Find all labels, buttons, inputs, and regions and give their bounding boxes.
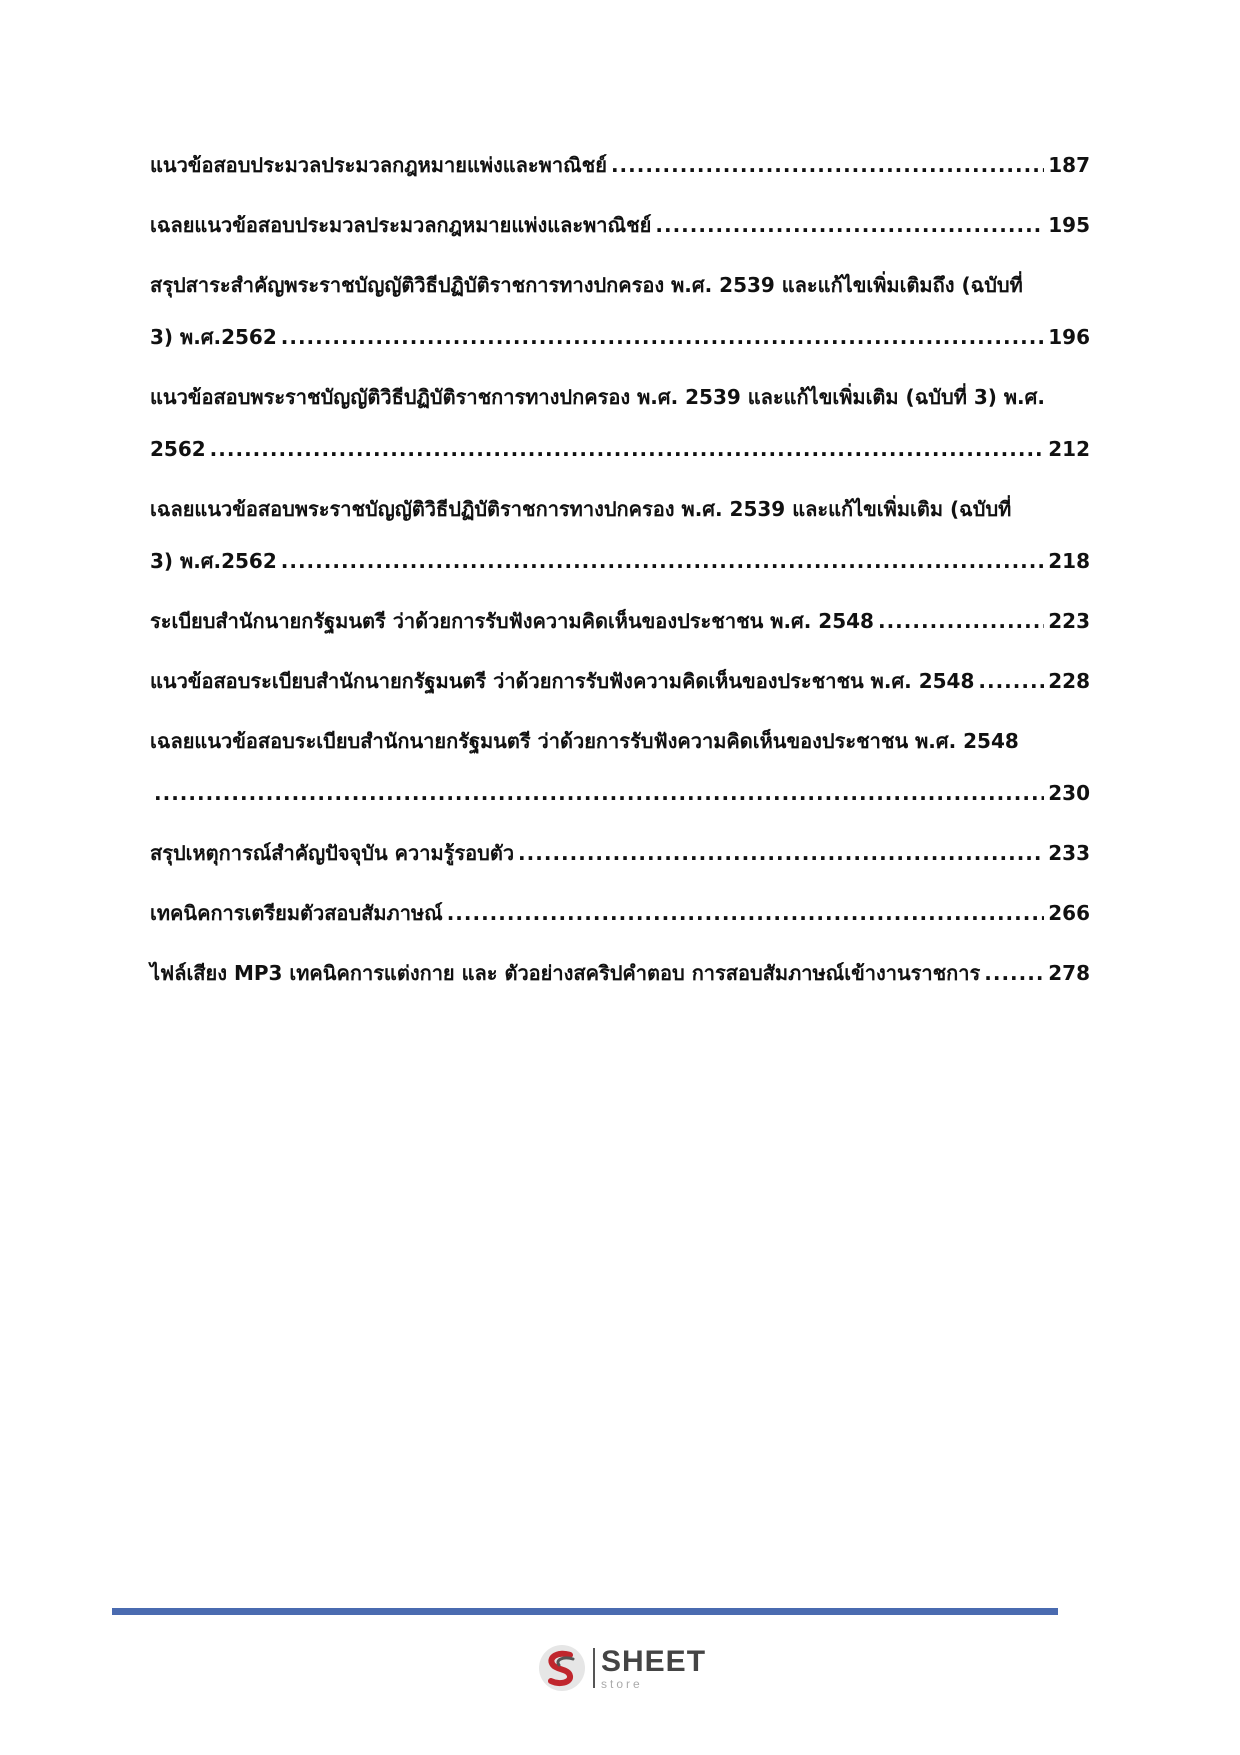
dot-leader [281, 322, 1044, 352]
toc-entry [150, 606, 1090, 636]
toc-entry [150, 270, 1090, 352]
dot-leader [281, 546, 1044, 576]
toc-entry-title: เฉลยแนวข้อสอบประมวลประมวลกฎหมายแพ่งและพาณิชย์ [150, 213, 652, 237]
toc-entry-title: 2562 [150, 437, 206, 461]
toc-page-number: 278 [1048, 961, 1090, 985]
toc-page-number: 233 [1048, 841, 1090, 865]
toc-entry-title: สรุปสาระสำคัญพระราชบัญญัติวิธีปฏิบัติราชการทางปกครอง พ.ศ. 2539 และแก้ไขเพิ่มเติมถึง (ฉบับที่ [150, 273, 1023, 297]
toc-entry-title: ไฟล์เสียง MP3 เทคนิคการแต่งกาย และ ตัวอย่างสคริปคำตอบ การสอบสัมภาษณ์เข้างานราชการ [150, 961, 981, 985]
dot-leader [611, 150, 1044, 180]
toc-entry [150, 838, 1090, 868]
table-of-contents [150, 150, 1090, 1018]
toc-entry [150, 494, 1090, 576]
toc-entry [150, 382, 1090, 464]
toc-entry-title: ระเบียบสำนักนายกรัฐมนตรี ว่าด้วยการรับฟังความคิดเห็นของประชาชน พ.ศ. 2548 [150, 609, 874, 633]
toc-line [150, 666, 1090, 696]
toc-line [150, 546, 1090, 576]
logo-text [601, 1644, 707, 1691]
toc-entry-title: เทคนิคการเตรียมตัวสอบสัมภาษณ์ [150, 901, 443, 925]
toc-line [150, 270, 1090, 300]
toc-page-number: 195 [1048, 213, 1090, 237]
dot-leader [447, 898, 1045, 928]
toc-entry [150, 958, 1090, 988]
dot-leader [154, 778, 1044, 808]
logo-wordmark: SHEET [601, 1644, 707, 1678]
toc-line [150, 958, 1090, 988]
toc-page-number: 230 [1048, 781, 1090, 805]
toc-entry-title: 3) พ.ศ.2562 [150, 549, 277, 573]
sheet-store-logo [537, 1643, 706, 1693]
footer-rule [112, 1608, 1058, 1615]
toc-page-number: 212 [1048, 437, 1090, 461]
toc-entry-title: แนวข้อสอบประมวลประมวลกฎหมายแพ่งและพาณิชย์ [150, 153, 607, 177]
toc-line [150, 606, 1090, 636]
toc-line [150, 898, 1090, 928]
toc-page-number: 223 [1048, 609, 1090, 633]
toc-line [150, 322, 1090, 352]
toc-line [150, 434, 1090, 464]
toc-line [150, 778, 1090, 808]
dot-leader [878, 606, 1044, 636]
toc-page-number: 228 [1048, 669, 1090, 693]
toc-page-number: 196 [1048, 325, 1090, 349]
dot-leader [978, 666, 1044, 696]
dot-leader [210, 434, 1045, 464]
toc-entry-title: สรุปเหตุการณ์สำคัญปัจจุบัน ความรู้รอบตัว [150, 841, 515, 865]
toc-page-number: 187 [1048, 153, 1090, 177]
toc-line [150, 494, 1090, 524]
toc-line [150, 382, 1090, 412]
toc-line [150, 150, 1090, 180]
logo-separator [593, 1648, 595, 1688]
toc-line [150, 210, 1090, 240]
sheet-store-logo-icon [537, 1643, 587, 1693]
logo-subtitle: store [601, 1676, 643, 1691]
toc-entry [150, 666, 1090, 696]
dot-leader [518, 838, 1044, 868]
toc-entry [150, 210, 1090, 240]
toc-entry-title: เฉลยแนวข้อสอบระเบียบสำนักนายกรัฐมนตรี ว่าด้วยการรับฟังความคิดเห็นของประชาชน พ.ศ. 2548 [150, 729, 1019, 753]
toc-page-number: 218 [1048, 549, 1090, 573]
dot-leader [655, 210, 1044, 240]
dot-leader [984, 958, 1044, 988]
toc-line [150, 838, 1090, 868]
toc-entry-title: แนวข้อสอบพระราชบัญญัติวิธีปฏิบัติราชการทางปกครอง พ.ศ. 2539 และแก้ไขเพิ่มเติม (ฉบับที่ 3) พ.ศ. [150, 385, 1045, 409]
toc-entry-title: เฉลยแนวข้อสอบพระราชบัญญัติวิธีปฏิบัติราชการทางปกครอง พ.ศ. 2539 และแก้ไขเพิ่มเติม (ฉบับที่ [150, 497, 1012, 521]
toc-line [150, 726, 1090, 756]
toc-page-number: 266 [1048, 901, 1090, 925]
toc-entry [150, 726, 1090, 808]
toc-entry [150, 150, 1090, 180]
toc-entry [150, 898, 1090, 928]
toc-entry-title: แนวข้อสอบระเบียบสำนักนายกรัฐมนตรี ว่าด้วยการรับฟังความคิดเห็นของประชาชน พ.ศ. 2548 [150, 669, 975, 693]
toc-entry-title: 3) พ.ศ.2562 [150, 325, 277, 349]
